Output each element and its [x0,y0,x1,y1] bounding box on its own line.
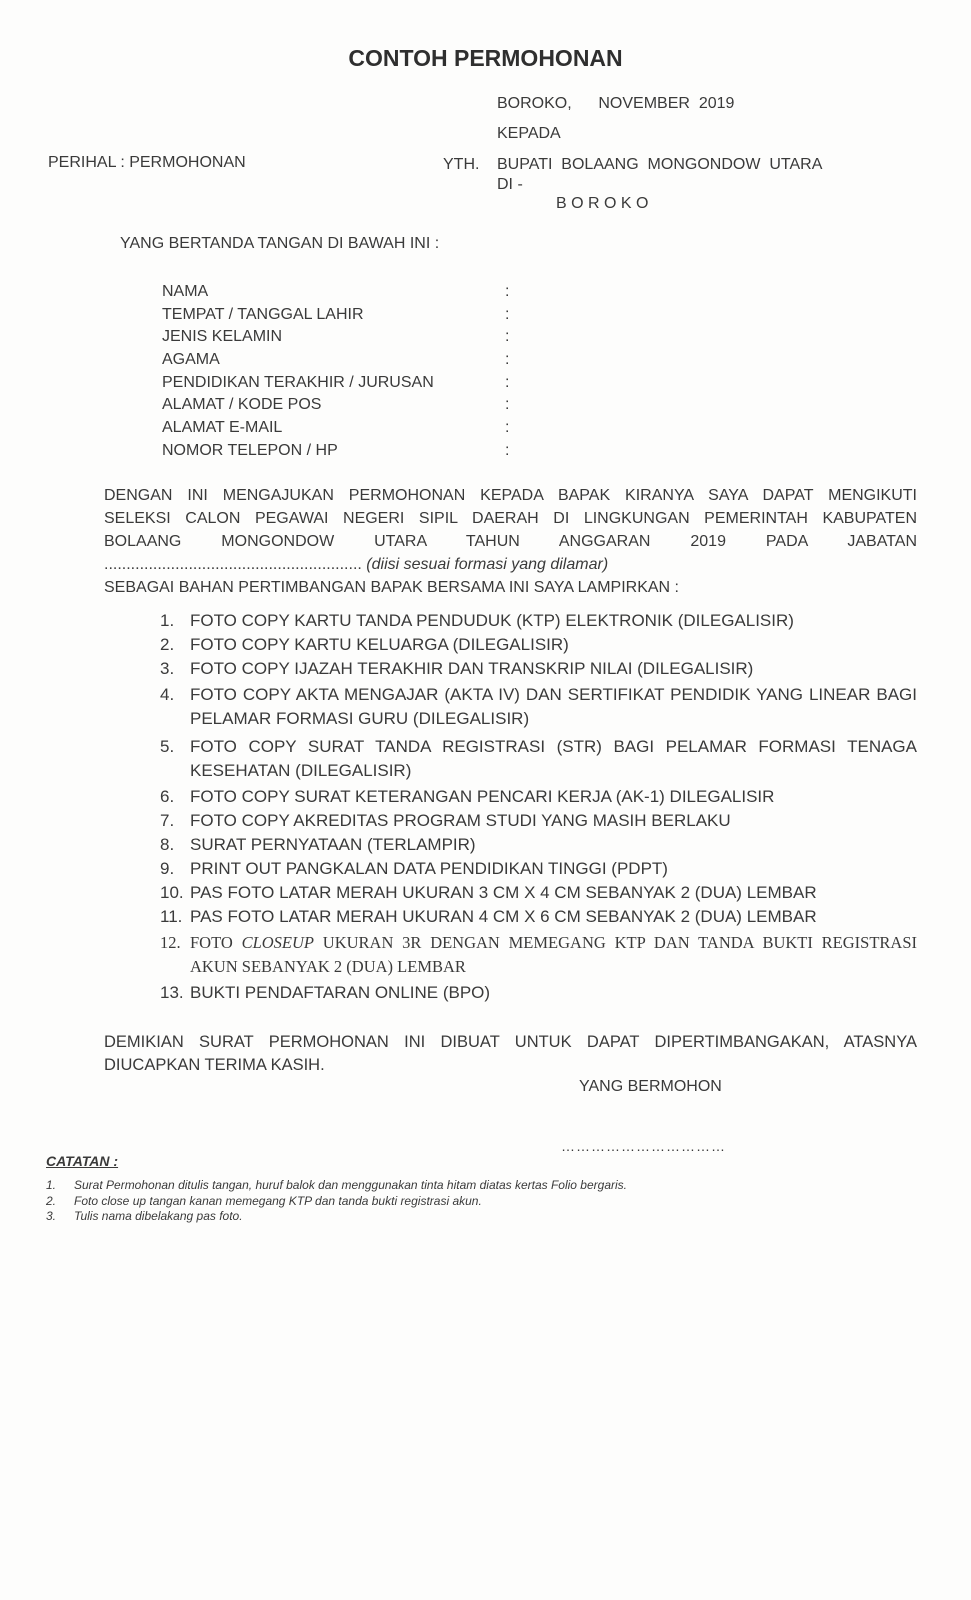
city-label: B O R O K O [556,195,649,212]
item-text: BUKTI PENDAFTARAN ONLINE (BPO) [190,983,491,1002]
field-colon: : [505,351,510,369]
closing-paragraph: DEMIKIAN SURAT PERMOHONAN INI DIBUAT UNTUK DAPAT DIPERTIMBANGAKAN, ATASNYA DIUCAPKAN TERIMA KASIH. [104,1033,917,1074]
item-number: 13. [160,983,184,1002]
list-item [160,683,917,731]
list-item [160,659,917,679]
body-line-1: DENGAN INI MENGAJUKAN PERMOHONAN KEPADA BAPAK KIRANYA SAYA DAPAT MENGIKUTI [104,487,917,504]
formasi-dots: .......................................................... [104,556,362,573]
field-colon: : [505,328,510,346]
signature-line: …………………………… [561,1138,726,1154]
item-number: 4. [160,685,175,704]
addressee: BUPATI BOLAANG MONGONDOW UTARA [497,156,823,173]
kepada-label: KEPADA [497,125,561,142]
notes-title: CATATAN : [46,1153,119,1169]
list-item [160,835,917,855]
item-number: 7. [160,811,175,830]
item-text-italic: CLOSEUP [241,933,314,952]
field-label: ALAMAT / KODE POS [162,396,322,414]
item-number: 10. [160,883,184,902]
list-item [160,907,917,927]
field-label: PENDIDIKAN TERAKHIR / JURUSAN [162,373,434,391]
list-item [46,1178,627,1194]
field-colon: : [505,419,510,437]
note-number: 3. [46,1209,57,1223]
field-label: JENIS KELAMIN [162,328,283,346]
formasi-line [104,553,917,576]
list-item [160,635,917,655]
list-item [46,1194,627,1210]
field-label: ALAMAT E-MAIL [162,419,283,437]
item-text: FOTO COPY SURAT KETERANGAN PENCARI KERJA (AK-1) DILEGALISIR [190,787,775,806]
list-item [160,611,917,631]
item-number: 2. [160,635,175,654]
item-number: 8. [160,835,175,854]
item-text: PRINT OUT PANGKALAN DATA PENDIDIKAN TINGGI (PDPT) [190,859,668,878]
di-label: DI - [497,176,523,193]
field-colon: : [505,305,510,323]
attachment-list [160,611,917,1003]
note-text: Foto close up tangan kanan memegang KTP dan tanda bukti registrasi akun. [74,1193,482,1208]
body-line-2: SELEKSI CALON PEGAWAI NEGERI SIPIL DAERAH DI LINGKUNGAN PEMERINTAH KABUPATEN [104,510,917,527]
item-text: PAS FOTO LATAR MERAH UKURAN 4 CM X 6 CM SEBANYAK 2 (DUA) LEMBAR [190,907,817,926]
document-title: CONTOH PERMOHONAN [348,45,623,71]
field-colon: : [505,396,510,414]
list-item [160,735,917,783]
request-paragraph [104,484,917,599]
item-text: PAS FOTO LATAR MERAH UKURAN 3 CM X 4 CM SEBANYAK 2 (DUA) LEMBAR [190,883,817,902]
item-text: FOTO COPY KARTU TANDA PENDUDUK (KTP) ELEKTRONIK (DILEGALISIR) [190,611,794,630]
item-text: FOTO COPY AKREDITAS PROGRAM STUDI YANG MASIH BERLAKU [190,811,731,830]
item-text: FOTO [190,933,242,952]
item-text: FOTO COPY KARTU KELUARGA (DILEGALISIR) [190,635,569,654]
note-text: Surat Permohonan ditulis tangan, huruf balok dan menggunakan tinta hitam diatas kertas Folio bergaris. [74,1178,627,1192]
note-text: Tulis nama dibelakang pas foto. [74,1209,243,1223]
note-number: 1. [46,1178,57,1192]
item-number: 9. [160,859,175,878]
place-date: BOROKO, NOVEMBER 2019 [497,95,735,112]
formasi-note: (diisi sesuai formasi yang dilamar) [366,556,609,573]
field-colon: : [505,373,510,391]
intro-line: YANG BERTANDA TANGAN DI BAWAH INI : [120,235,440,252]
list-item [46,1209,627,1225]
item-number: 3. [160,659,175,678]
item-text: FOTO COPY SURAT TANDA REGISTRASI (STR) BAGI PELAMAR FORMASI TENAGA KESEHATAN (DILEGALISIR) [190,737,917,780]
item-text: SURAT PERNYATAAN (TERLAMPIR) [190,835,476,854]
list-item [160,811,917,831]
item-number: 11. [160,907,183,926]
note-number: 2. [46,1193,57,1208]
list-item [160,983,917,1003]
item-text: UKURAN 3R DENGAN MEMEGANG KTP DAN TANDA BUKTI REGISTRASI AKUN SEBANYAK 2 (DUA) LEMBAR [190,933,917,976]
field-colon: : [505,283,510,300]
signer-label: YANG BERMOHON [579,1078,722,1095]
perihal-line: PERIHAL : PERMOHONAN [48,154,246,171]
body-line-3: BOLAANG MONGONDOW UTARA TAHUN ANGGARAN 2019 PADA JABATAN [104,533,917,550]
field-label: AGAMA [162,351,220,369]
item-number: 12. [160,933,181,952]
field-label: TEMPAT / TANGGAL LAHIR [162,305,364,323]
yth-label: YTH. [443,156,480,173]
field-label: NOMOR TELEPON / HP [162,441,338,459]
field-label: NAMA [162,283,209,300]
list-item [160,859,917,879]
list-item [160,787,917,807]
item-number: 5. [160,737,175,756]
lampiran-intro: SEBAGAI BAHAN PERTIMBANGAN BAPAK BERSAMA INI SAYA LAMPIRKAN : [104,579,679,596]
item-text: FOTO COPY AKTA MENGAJAR (AKTA IV) DAN SERTIFIKAT PENDIDIK YANG LINEAR BAGI PELAMAR FORMASI GURU (DILEGALISIR) [190,685,917,728]
list-item [160,931,917,979]
item-number: 6. [160,787,175,806]
list-item [160,883,917,903]
field-colon: : [505,441,510,459]
item-number: 1. [160,611,175,630]
notes-list [46,1178,627,1225]
item-text: FOTO COPY IJAZAH TERAKHIR DAN TRANSKRIP NILAI (DILEGALISIR) [190,659,754,678]
